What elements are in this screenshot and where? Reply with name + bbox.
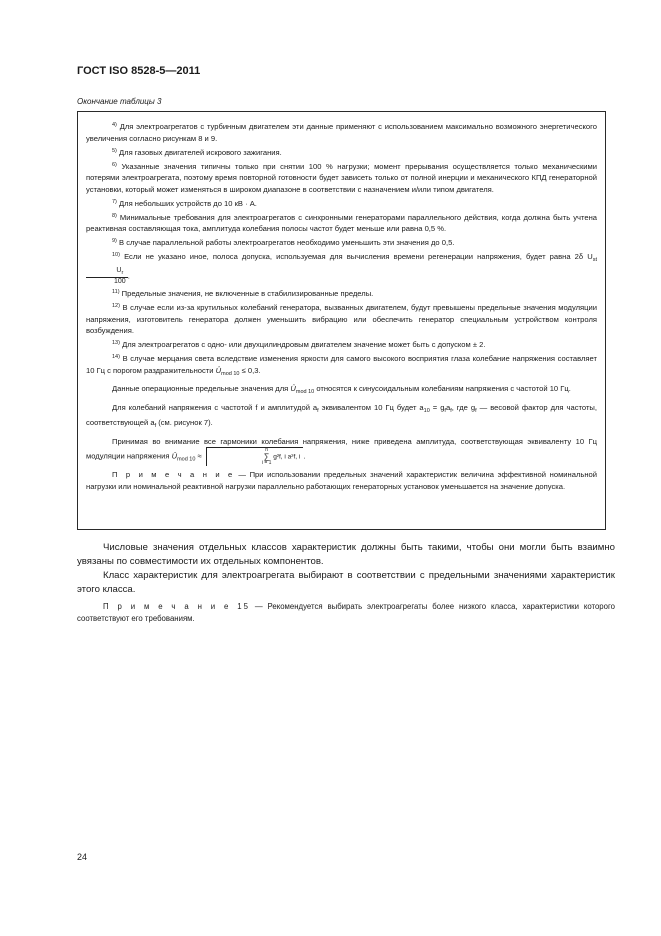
document-header: ГОСТ ISO 8528-5—2011: [77, 65, 201, 77]
footnote-10: [86, 250, 597, 286]
note-label: П р и м е ч а н и е 15: [103, 602, 250, 611]
footnote-mark: 10): [112, 252, 120, 258]
sum-upper-limit: n: [265, 447, 268, 453]
body-paragraph-2: Класс характеристик для электроагрегата выбирают в соответствии с предельными значениями характеристик этого класса.: [77, 570, 615, 595]
footnote-12: [86, 301, 597, 337]
subscript: st: [592, 257, 597, 263]
footnote-text: Для электроагрегатов с одно- или двухцилиндровым двигателем значение может быть с допуском ± 2.: [122, 340, 486, 349]
subscript: mod 10: [177, 456, 196, 463]
subscript: 10: [423, 407, 430, 414]
footnote-mark: 13): [112, 340, 120, 346]
note-label: П р и м е ч а н и е: [112, 470, 235, 479]
footnote-6: [86, 160, 597, 196]
symbol: Û: [171, 451, 178, 461]
text: Данные операционные предельные значения для: [112, 384, 291, 393]
subscript: mod 10: [221, 370, 240, 377]
note-text: — При использовании предельных значений характеристик величина эффективной номинальной нагрузки или номинальной реактивной нагрузки параллельно работающих генераторных установок уменьшается на значение допуска.: [86, 470, 597, 491]
subscript: f: [475, 407, 477, 414]
text: эквивалентом 10 Гц будет a: [318, 402, 424, 412]
paragraph-equivalent-amplitude: [86, 402, 597, 433]
paragraph-harmonics: [86, 436, 597, 467]
footnote-text: В случае параллельной работы электроагрегатов необходимо уменьшить эти значения до 0,5.: [119, 238, 455, 247]
sum-sign: ∑: [263, 452, 270, 461]
footnote-mark: 8): [112, 212, 117, 219]
footnote-mark: 4): [112, 122, 117, 128]
footnote-mark: 11): [112, 289, 120, 295]
page-number: 24: [77, 852, 88, 862]
text: , где g: [451, 402, 476, 412]
footnote-text: Для электроагрегатов с турбинным двигателем эти данные применяют с использованием максимально возможного энергетического увеличения согласно рисункам 8 и 9.: [86, 122, 597, 143]
text: (см. рисунок 7).: [156, 418, 213, 427]
subscript: mod 10: [295, 389, 315, 395]
footnote-14: [86, 352, 597, 380]
subscript: f: [317, 407, 319, 414]
subscript: r: [121, 269, 124, 276]
text: a: [445, 402, 451, 412]
footnote-4: [86, 120, 597, 144]
footnote-mark: 6): [112, 161, 117, 168]
table-footnotes-box: [77, 111, 606, 530]
sum-operator: [236, 448, 272, 466]
footnote-text-end: .: [127, 271, 130, 280]
footnote-text: Если не указано иное, полоса допуска, используемая для вычисления времени регенерации напряжения, будет равна 2δ U: [124, 252, 593, 261]
footnote-text: Минимальные требования для электроагрегатов с синхронными генераторами параллельного действия, когда должна быть учтена реактивная составляющая тока, амплитуда колебания полосы частот будет меньше или равна 0,5 %.: [86, 212, 597, 233]
table-caption: Окончание таблицы 3: [77, 97, 162, 106]
body-paragraph-1: Числовые значения отдельных классов характеристик должны быть такими, чтобы они могли быть взаимно увязаны по совместимости их отдельных компонентов.: [77, 542, 615, 567]
footnote-mark: 12): [112, 303, 120, 309]
fraction: [86, 267, 128, 286]
sqrt-expression: [206, 447, 304, 466]
sum-lower-limit: i = 1: [261, 460, 272, 466]
footnote-text: В случае если из-за крутильных колебаний генератора, вызванных двигателем, будут превышены предельные значения модуляции напряжения, изготовитель генератора должен уменьшить вибрацию или обеспечить генератор специальным устройством контроля возбуждения.: [86, 303, 597, 335]
body-note-15: [77, 601, 615, 624]
main-body: [77, 541, 615, 625]
paragraph-operational-limits: [86, 383, 597, 399]
footnote-text-end: ≤ 0,3.: [239, 365, 261, 375]
text: .: [303, 451, 306, 461]
sum-term: g²f, i a²f, i: [273, 453, 301, 461]
footnotes-content: [86, 120, 597, 495]
text: Принимая во внимание все гармоники колебания напряжения, ниже приведена амплитуда, соответствующая эквиваленту 10 Гц модуляции напряжения: [86, 436, 597, 461]
footnote-9: [86, 236, 597, 249]
symbol: Û: [290, 384, 296, 393]
fraction-numerator: [86, 267, 128, 278]
text: Для колебаний напряжения с частотой f и амплитудой a: [112, 402, 318, 412]
subscript: f: [444, 407, 446, 414]
fraction-numerator-symbol: U: [116, 266, 122, 274]
table-note: [86, 469, 597, 492]
symbol: Û: [215, 365, 222, 375]
footnote-text: Для небольших устройств до 10 кВ · А.: [119, 198, 257, 208]
fraction-denominator: 100: [114, 277, 126, 285]
footnote-text: Указанные значения типичны только при снятии 100 % нагрузки; момент прерывания осуществляется только механическими потерями электроагрегата, поэтому время повторной готовности будет зависеть только от полной инерции и механического КПД генераторной установки, который может изменяться в широком диапазоне в соответствии с назначением и/или типом двигателя.: [86, 161, 597, 194]
footnote-8: [86, 211, 597, 235]
subscript: f: [450, 407, 452, 414]
footnote-11: [86, 287, 597, 300]
footnote-mark: 5): [112, 147, 117, 154]
footnote-5: [86, 146, 597, 159]
text: относятся к синусоидальным колебаниям напряжения с частотой 10 Гц.: [314, 384, 571, 393]
footnote-mark: 14): [112, 354, 120, 360]
footnote-mark: 7): [112, 198, 117, 205]
footnote-text: Для газовых двигателей искрового зажигания.: [119, 147, 282, 157]
text: — весовой фактор для частоты, соответствующей a: [86, 402, 597, 427]
text: ≈: [195, 451, 204, 461]
footnote-13: [86, 338, 597, 351]
subscript: f: [154, 423, 157, 429]
footnote-7: [86, 197, 597, 210]
note-text: — Рекомендуется выбирать электроагрегаты более низкого класса, характеристики которого соответствуют его требованиям.: [77, 602, 615, 623]
footnote-mark: 9): [112, 238, 117, 244]
text: = g: [429, 402, 445, 412]
footnote-text: В случае мерцания света вследствие изменения яркости для самого высокого восприятия глаза колебание напряжения составляет 10 Гц с порогом раздражительности: [86, 354, 597, 375]
footnote-text: Предельные значения, не включенные в стабилизированные пределы.: [121, 289, 374, 298]
